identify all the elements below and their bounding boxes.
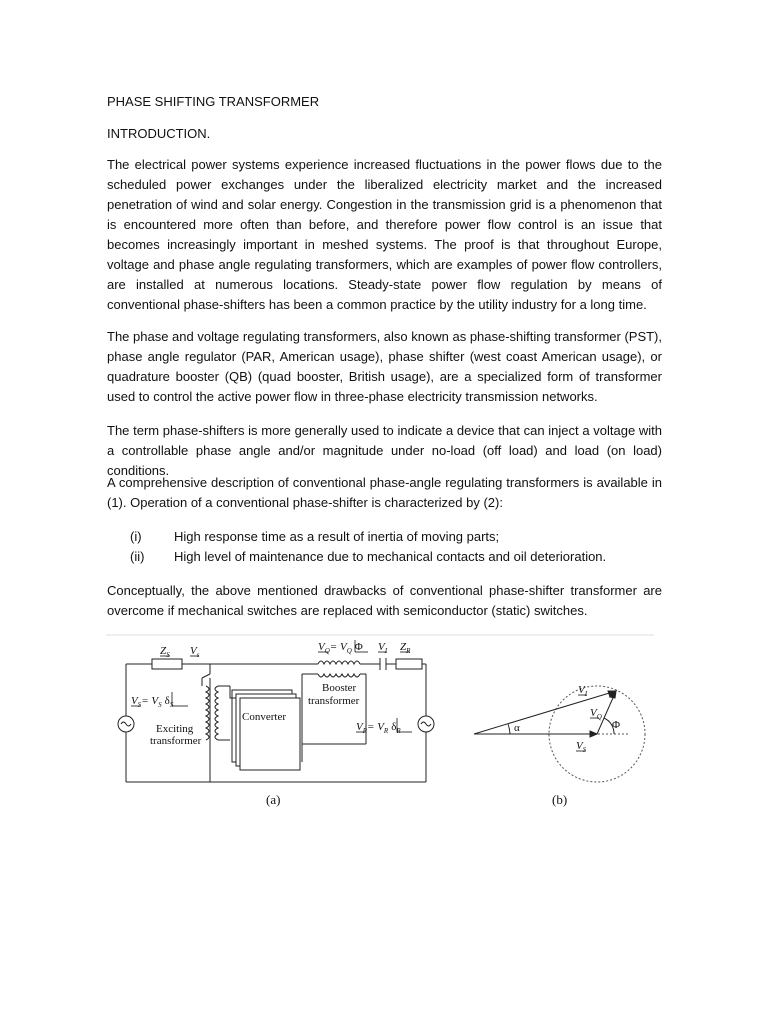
label-converter: Converter <box>242 711 286 723</box>
label-booster: Booster <box>322 682 357 694</box>
svg-text:Vs: $V_s$ <box>190 645 200 659</box>
document-title: PHASE SHIFTING TRANSFORMER <box>107 94 320 109</box>
paragraph-3: The term phase-shifters is more generally used to indicate a device that can inject a voltage with a controllable phase angle and/or magnitude under no-load (off load) and load (on load) conditions. <box>107 423 662 478</box>
label-transformer-2: transformer <box>308 695 360 707</box>
svg-text:VQ= VQΦ: $V_Q= V_Q$ Φ <box>318 641 363 655</box>
paragraph-4: A comprehensive description of conventional phase-angle regulating transformers is available in (1). Operation of a conventional phase-shifter is characterized by (2): <box>107 475 662 510</box>
svg-text:ZS: $Z_S$ <box>160 645 170 659</box>
phase-shifter-figure <box>106 634 666 834</box>
label-exciting: Exciting <box>156 723 194 735</box>
list-number: (i) <box>130 529 142 544</box>
alpha-arc <box>508 724 510 734</box>
list-item <box>130 547 606 567</box>
converter-box <box>240 698 300 770</box>
paragraph-2: The phase and voltage regulating transformers, also known as phase-shifting transformer (PST), phase angle regulator (PAR, American usage), phase shifter (west coast American usage), or quadrature booster (QB) (quad booster, British usage), are a specialized form of transformer used to control the active power flow in three-phase electricity transmission networks. <box>107 329 662 404</box>
booster-primary-coil <box>318 674 360 677</box>
figure-label-a: (a) <box>266 792 281 807</box>
svg-text:VS= VSδS: $V_S= V_S$ $\delta_S$ <box>131 695 174 709</box>
exciting-primary-coil <box>206 686 209 740</box>
alpha-label: α <box>514 722 520 734</box>
impedance-zs <box>152 659 182 669</box>
list-item <box>130 527 499 547</box>
paragraph-5: Conceptually, the above mentioned drawbacks of conventional phase-shifter transformer are overcome if mechanical switches are replaced with semiconductor (static) switches. <box>107 583 662 618</box>
phasor-diagram <box>474 686 645 782</box>
svg-text:ZR: $Z_R$ <box>400 641 411 655</box>
svg-text:VS: $V_S$ <box>576 740 587 754</box>
svg-text:VR= VRδR: $V_R= V_R$ $\delta_R$ <box>356 721 401 735</box>
impedance-zr <box>396 659 422 669</box>
list-text: High response time as a result of inertia of moving parts; <box>174 529 500 544</box>
svg-text:VI: $V_I$ <box>378 641 388 655</box>
phi-label: Φ <box>612 719 621 731</box>
exciting-secondary-coil <box>215 686 218 740</box>
paragraph-1: The electrical power systems experience increased fluctuations in the power flows due to the scheduled power exchanges under the liberalized electricity market and the increased penetration of wind and solar energy. Congestion in the transmission grid is a phenomenon that is encountered more often than before, and therefore power flow control is an issue that becomes increasingly important in meshed systems. The proof is that throughout Europe, voltage and phase angle regulating transformers, which are examples of power flow controllers, are installed at numerous locations. Steady-state power flow regulation by means of conventional phase-shifters has been a common practice by the utility industry for a long time. <box>107 157 662 312</box>
svg-text:VQ: $V_Q$ <box>590 707 602 721</box>
list-number: (ii) <box>130 549 145 564</box>
svg-text:VI: $V_I$ <box>578 684 588 698</box>
booster-secondary-coil <box>318 661 360 664</box>
figure-label-b: (b) <box>552 792 568 807</box>
list-text: High level of maintenance due to mechanical contacts and oil deterioration. <box>174 549 607 564</box>
label-transformer-1: transformer <box>150 735 202 747</box>
section-heading: INTRODUCTION. <box>107 126 211 141</box>
